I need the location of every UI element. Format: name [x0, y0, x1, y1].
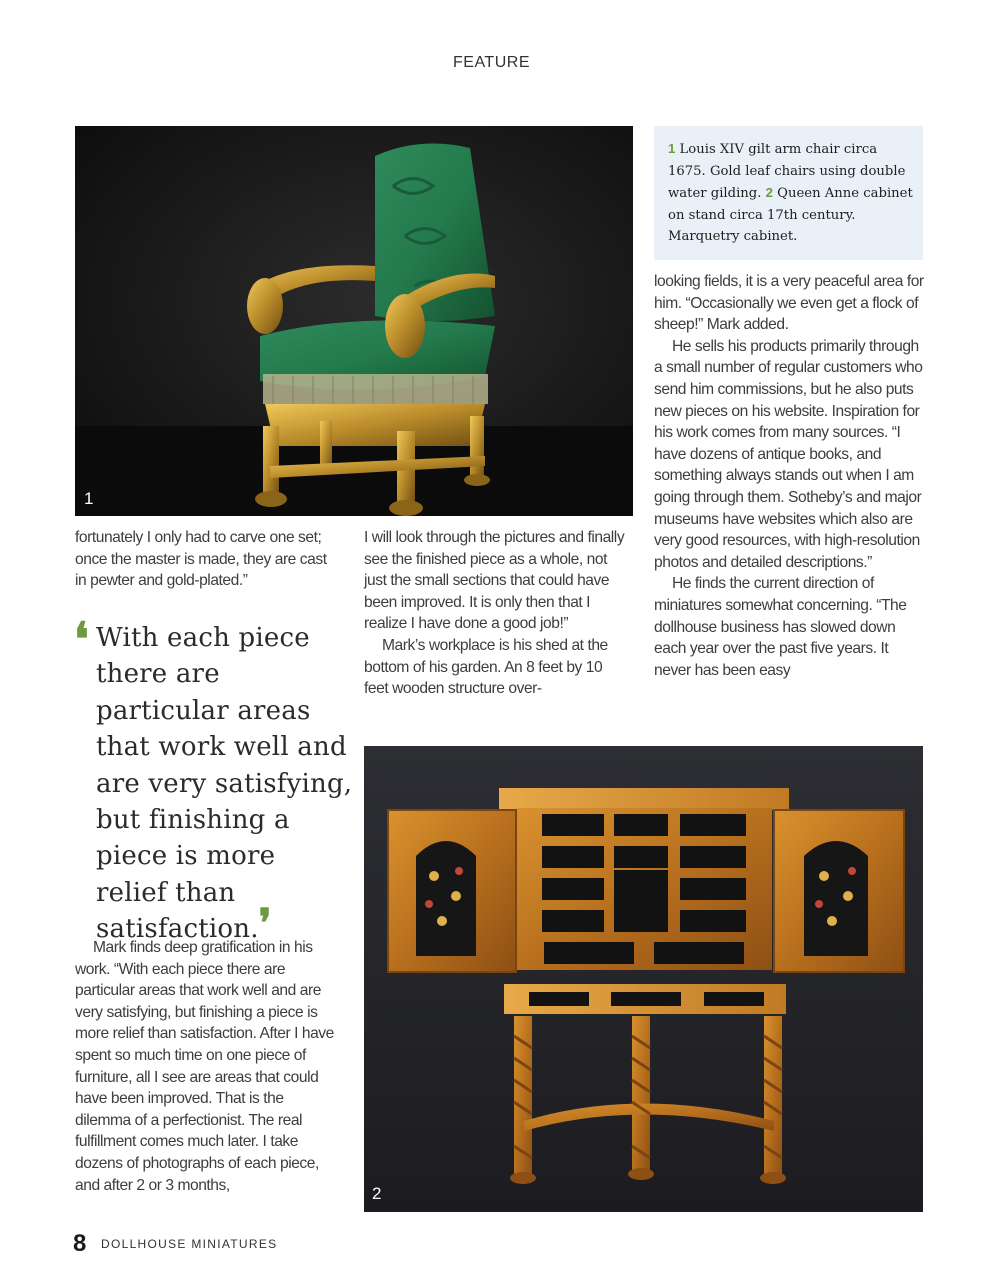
caption-number-1: 1 — [668, 141, 676, 156]
photo-cabinet — [364, 746, 923, 1212]
article-column-2 — [364, 527, 630, 700]
photo-caption — [654, 126, 923, 260]
article-column-1-bottom — [75, 937, 337, 1196]
photo-number: 1 — [84, 489, 94, 508]
paragraph: fortunately I only had to carve one set; once the master is made, they are cast in pewter and gold-plated.” — [75, 529, 327, 590]
paragraph: He sells his products primarily through a small number of regular customers who send him commissions, but he also puts new pieces on his website. Inspiration for his work comes from many sources. “I have dozens of antique books, and something always stands out when I am going through them. Sotheby’s and major museums have websites which also are very good resources, with high-resolution photos and detailed descriptions.” — [654, 337, 923, 571]
close-quote-icon: ❜ — [258, 900, 272, 948]
pull-quote-text: With each piece there are particular areas that work well and are very satisfying, but finishing a piece is more relief than satisfaction. — [96, 623, 353, 945]
caption-text-1: Louis XIV gilt arm chair circa 1675. Gold leaf chairs using double water gilding. — [668, 142, 906, 202]
pull-quote — [74, 612, 354, 948]
photo-armchair — [75, 126, 633, 516]
caption-number-2: 2 — [765, 185, 773, 201]
gilt-armchair-image — [75, 126, 633, 516]
article-column-1-top — [75, 527, 337, 592]
marquetry-cabinet-image — [364, 746, 923, 1212]
open-quote-icon: ❛ — [74, 612, 90, 666]
paragraph: He finds the current direction of miniatures somewhat concerning. “The dollhouse business has slowed down each year over the past five years. It never has been easy — [654, 575, 907, 679]
section-label: FEATURE — [453, 54, 530, 71]
paragraph: looking fields, it is a very peaceful area for him. “Occasionally we even get a flock of sheep!” Mark added. — [654, 273, 924, 334]
page-number: 8 — [73, 1230, 87, 1257]
paragraph: Mark’s workplace is his shed at the bottom of his garden. An 8 feet by 10 feet wooden structure over- — [364, 636, 608, 698]
publication-name: DOLLHOUSE MINIATURES — [101, 1237, 278, 1251]
paragraph: I will look through the pictures and finally see the finished piece as a whole, not just the small sections that could have been improved. It is only then that I realize I have done a good job!” — [364, 529, 625, 633]
paragraph: Mark finds deep gratification in his work. “With each piece there are particular areas that work well and are very satisfying, but finishing a piece is more relief than satisfaction. After I have spent so much time on one piece of furniture, all I see are areas that could have been improved. That is the dilemma of a perfectionist. The real fulfillment comes much later. I take dozens of photographs of each piece, and after 2 or 3 months, — [75, 939, 334, 1194]
photo-number: 2 — [372, 1184, 382, 1203]
article-column-3 — [654, 271, 926, 681]
caption-text-2: Queen Anne cabinet on stand circa 17th century. Marquetry cabinet. — [668, 186, 913, 245]
